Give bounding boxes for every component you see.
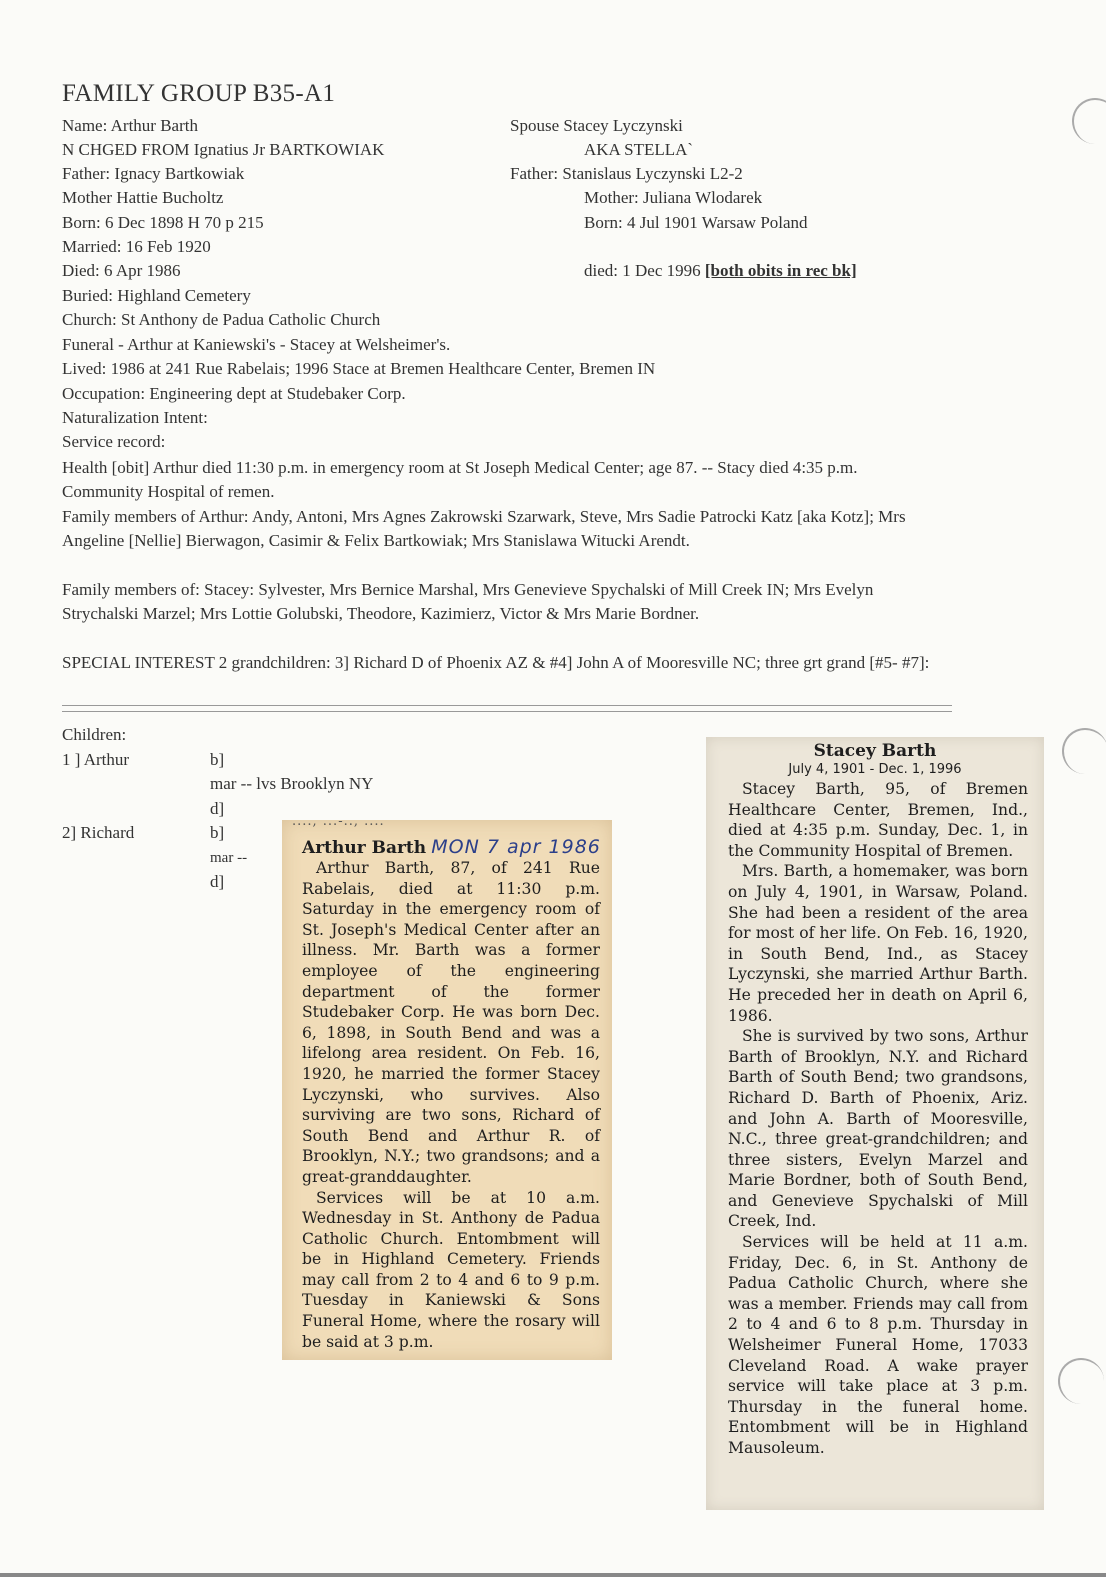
obits-reference-note: [both obits in rec bk]	[704, 261, 857, 280]
occupation-line: Occupation: Engineering dept at Studebaker Corp.	[62, 384, 406, 403]
spouse-line: Spouse Stacey Lyczynski	[510, 116, 683, 135]
mother-line: Mother Hattie Bucholtz	[62, 188, 224, 207]
handwritten-date-note: MON 7 apr 1986	[431, 836, 601, 858]
arthur-obituary-body	[302, 858, 600, 1352]
family-arthur-paragraph: Family members of Arthur: Andy, Antoni, Mrs Agnes Zakrowski Szarwark, Steve, Mrs Sadie Patrocki Katz [aka Kotz]; Mrs Angeline [Nellie] Bierwagon, Casimir & Felix Bartkowiak; Mrs Stanislawa Witucki Arendt.	[62, 507, 906, 550]
binder-hole-middle	[1062, 728, 1106, 774]
spouse-born-line: Born: 4 Jul 1901 Warsaw Poland	[584, 213, 808, 232]
arthur-obituary-clipping	[282, 814, 612, 1360]
stacey-obituary-body	[728, 779, 1028, 1459]
stacey-obituary-dates: July 4, 1901 - Dec. 1, 1996	[788, 762, 962, 777]
arthur-obituary-paragraph-1: Arthur Barth, 87, of 241 Rue Rabelais, died at 11:30 p.m. Saturday in the emergency room of St. Joseph's Medical Center after an illness. Mr. Barth was a former employee of the engineering department of the former Studebaker Corp. He was born Dec. 6, 1898, in South Bend and was a lifelong area resident. On Feb. 16, 1920, he married the former Stacey Lyczynski, who survives. Also surviving are two sons, Richard of South Bend and Arthur R. of Brooklyn, N.Y.; two grandsons; and a great-granddaughter.	[302, 859, 600, 1186]
spouse-died-line	[584, 259, 857, 283]
buried-line: Buried: Highland Cemetery	[62, 286, 251, 305]
arthur-obituary-header	[302, 836, 612, 858]
binder-hole-bottom	[1058, 1358, 1104, 1404]
section-divider	[62, 705, 952, 712]
clipping-cut-fragment: ...., ...-.., ....	[292, 814, 385, 829]
arthur-obituary-headline: Arthur Barth	[302, 838, 427, 858]
children-label: Children:	[62, 725, 127, 744]
spouse-aka-line: AKA STELLA`	[584, 140, 694, 159]
stacey-obituary-paragraph-2: Mrs. Barth, a homemaker, was born on July 4, 1901, in Warsaw, Poland. She had been a resident of the area for most of her life. On Feb. 16, 1920, in South Bend, Ind., as Stacey Lyczynski, she married Arthur Barth. He preceded her in death on April 6, 1986.	[728, 862, 1028, 1025]
child-2-married: mar --	[210, 850, 248, 866]
funeral-line: Funeral - Arthur at Kaniewski's - Stacey at Welsheimer's.	[62, 335, 451, 354]
naturalization-line: Naturalization Intent:	[62, 408, 208, 427]
spouse-mother-line: Mother: Juliana Wlodarek	[584, 188, 763, 207]
child-1-died: d]	[210, 799, 225, 818]
child-2-died: d]	[210, 872, 225, 891]
child-1-born: b]	[210, 750, 225, 769]
child-1-married: mar -- lvs Brooklyn NY	[210, 774, 374, 793]
page-title: FAMILY GROUP B35-A1	[62, 80, 336, 107]
spouse-father-line: Father: Stanislaus Lyczynski L2-2	[510, 164, 743, 183]
child-2-born: b]	[210, 823, 225, 842]
scan-bottom-edge	[0, 1573, 1106, 1577]
married-line: Married: 16 Feb 1920	[62, 237, 211, 256]
stacey-obituary-paragraph-1: Stacey Barth, 95, of Bremen Healthcare Center, Bremen, Ind., died at 4:35 p.m. Sunday, Dec. 1, in the Community Hospital of Bremen.	[728, 780, 1028, 860]
binder-hole-top	[1072, 98, 1106, 144]
service-record-line: Service record:	[62, 432, 166, 451]
lived-line: Lived: 1986 at 241 Rue Rabelais; 1996 Stace at Bremen Healthcare Center, Bremen IN	[62, 359, 656, 378]
stacey-obituary-paragraph-3: She is survived by two sons, Arthur Barth of Brooklyn, N.Y. and Richard Barth of South Bend; two grandsons, Richard D. Barth of Phoenix, Ariz. and John A. Barth of Mooresville, N.C., three great-grandchildren; and three sisters, Evelyn Marzel and Marie Bordner, both of South Bend, and Genevieve Spychalski of Mill Creek, Ind.	[728, 1027, 1028, 1231]
arthur-obituary-paragraph-2: Services will be at 10 a.m. Wednesday in St. Anthony de Padua Catholic Church. Entombment will be in Highland Cemetery. Friends may call from 2 to 4 and 6 to 9 p.m. Tuesday in Kaniewski & Sons Funeral Home, where the rosary will be said at 3 p.m.	[302, 1188, 600, 1351]
child-1-name: 1 ] Arthur	[62, 750, 130, 769]
church-line: Church: St Anthony de Padua Catholic Church	[62, 310, 381, 329]
family-stacey-paragraph: Family members of: Stacey: Sylvester, Mrs Bernice Marshal, Mrs Genevieve Spychalski of Mill Creek IN; Mrs Evelyn Strychalski Marzel; Mrs Lottie Golubski, Theodore, Kazimierz, Victor & Mrs Marie Bordner.	[62, 580, 874, 623]
special-interest-paragraph: SPECIAL INTEREST 2 grandchildren: 3] Richard D of Phoenix AZ & #4] John A of Mooresville NC; three grt grand [#5- #7]:	[62, 653, 930, 672]
stacey-obituary-clipping	[706, 737, 1044, 1510]
stacey-obituary-paragraph-4: Services will be held at 11 a.m. Friday, Dec. 6, in St. Anthony de Padua Catholic Church, where she was a member. Friends may call from 2 to 4 and 6 to 8 p.m. Thursday in Welsheimer Funeral Home, 17033 Cleveland Road. A wake prayer service will take place at 3 p.m. Thursday in the funeral home. Entombment will be in Highland Mausoleum.	[728, 1233, 1028, 1457]
name-changed-line: N CHGED FROM Ignatius Jr BARTKOWIAK	[62, 140, 385, 159]
health-paragraph: Health [obit] Arthur died 11:30 p.m. in emergency room at St Joseph Medical Center; age 87. -- Stacy died 4:35 p.m. Community Hospital of remen.	[62, 458, 858, 501]
died-line: Died: 6 Apr 1986	[62, 261, 181, 280]
spouse-died-text: died: 1 Dec 1996	[584, 261, 705, 280]
father-line: Father: Ignacy Bartkowiak	[62, 164, 245, 183]
name-line: Name: Arthur Barth	[62, 116, 198, 135]
stacey-obituary-headline: Stacey Barth	[813, 741, 937, 761]
child-2-name: 2] Richard	[62, 823, 135, 842]
born-line: Born: 6 Dec 1898 H 70 p 215	[62, 213, 264, 232]
